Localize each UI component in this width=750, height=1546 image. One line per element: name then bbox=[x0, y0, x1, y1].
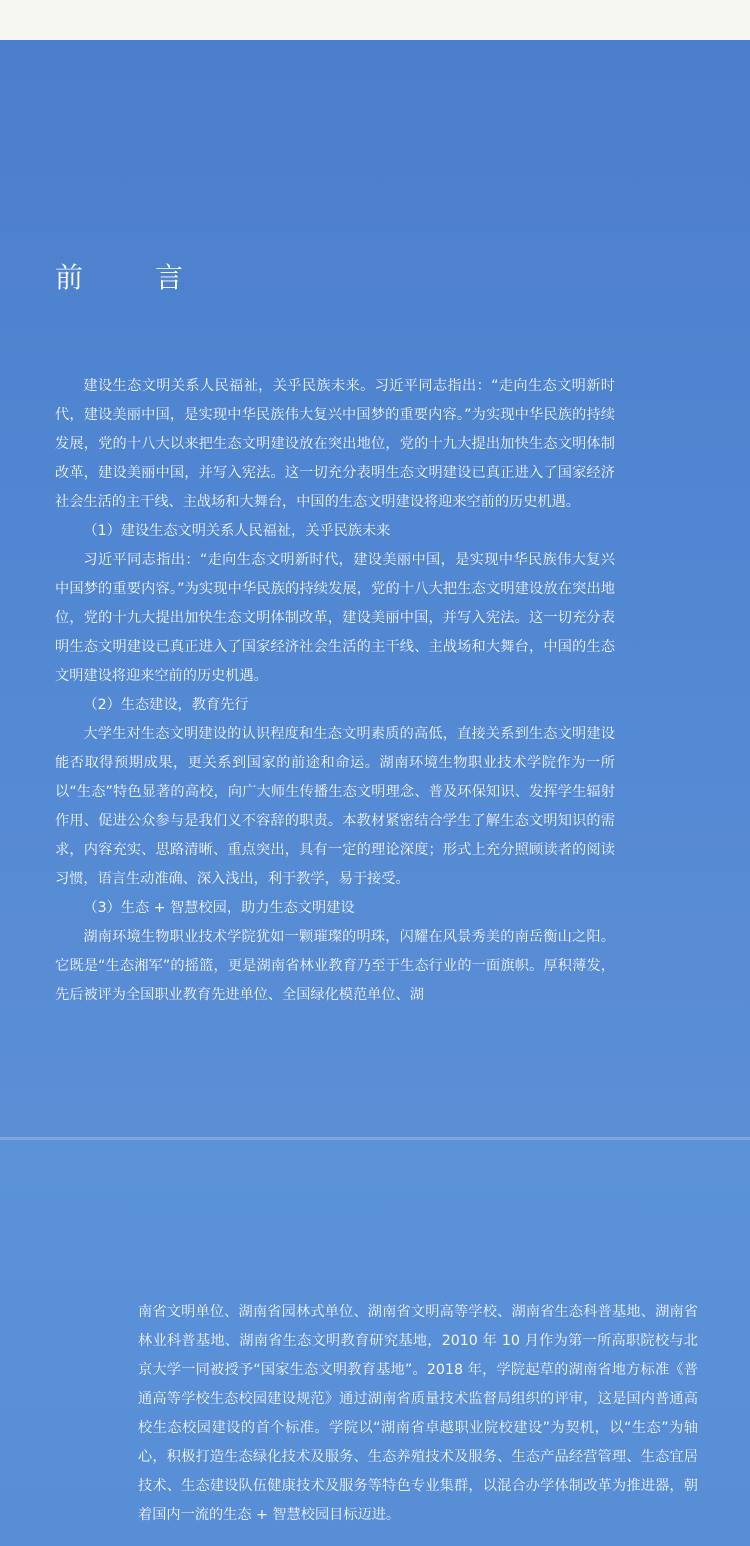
section-heading-1: （1）建设生态文明关系人民福祉，关乎民族未来 bbox=[83, 523, 391, 539]
paragraph-section-2: 大学生对生态文明建设的认识程度和生态文明素质的高低，直接关系到生态文明建设能否取得预期成果，更关系到国家的前途和命运。湖南环境生物职业技术学院作为一所以“生态”特色显著的高校，向广大师生传播生态文明理念、普及环保知识、发挥学生辐射作用、促进公众参与是我们义不容辞的职责。本教材紧密结合学生了解生态文明知识的需求，内容充实、思路清晰、重点突出，具有一定的理论深度；形式上充分照顾读者的阅读习惯，语言生动准确、深入浅出，利于教学，易于接受。 bbox=[55, 726, 615, 887]
page-title: 前 言 bbox=[55, 261, 206, 294]
preface-body-upper bbox=[55, 372, 615, 1010]
section-heading-3: （3）生态 + 智慧校园，助力生态文明建设 bbox=[83, 900, 355, 916]
paragraph-section-3-continued: 南省文明单位、湖南省园林式单位、湖南省文明高等学校、湖南省生态科普基地、湖南省林业科普基地、湖南省生态文明教育研究基地，2010 年 10 月作为第一所高职院校与北京大学一同被授予“国家生态文明教育基地”。2018 年，学院起草的湖南省地方标准《普通高等学校生态校园建设规范》通过湖南省质量技术监督局组织的评审，这是国内普通高校生态校园建设的首个标准。学院以“湖南省卓越职业院校建设”为契机，以“生态”为轴心，积极打造生态绿化技术及服务、生态养殖技术及服务、生态产品经营管理、生态宜居技术、生态建设队伍健康技术及服务等特色专业集群，以混合办学体制改革为推进器，朝着国内一流的生态 + 智慧校园目标迈进。 bbox=[138, 1304, 698, 1523]
paragraph-intro: 建设生态文明关系人民福祉，关乎民族未来。习近平同志指出：“走向生态文明新时代，建设美丽中国，是实现中华民族伟大复兴中国梦的重要内容。”为实现中华民族的持续发展，党的十八大以来把生态文明建设放在突出地位，党的十九大提出加快生态文明体制改革，建设美丽中国，并写入宪法。这一切充分表明生态文明建设已真正进入了国家经济社会生活的主干线、主战场和大舞台，中国的生态文明建设将迎来空前的历史机遇。 bbox=[55, 378, 615, 510]
scan-top-margin bbox=[0, 0, 750, 40]
section-heading-2: （2）生态建设，教育先行 bbox=[83, 697, 249, 713]
preface-body-lower bbox=[138, 1298, 698, 1530]
paragraph-section-1: 习近平同志指出：“走向生态文明新时代，建设美丽中国，是实现中华民族伟大复兴中国梦的重要内容。”为实现中华民族的持续发展，党的十八大把生态文明建设放在突出地位，党的十九大提出加快生态文明体制改革，建设美丽中国，并写入宪法。这一切充分表明生态文明建设已真正进入了国家经济社会生活的主干线、主战场和大舞台，中国的生态文明建设将迎来空前的历史机遇。 bbox=[55, 552, 615, 684]
paragraph-section-3: 湖南环境生物职业技术学院犹如一颗璀璨的明珠，闪耀在风景秀美的南岳衡山之阳。它既是“生态湘军”的摇篮，更是湖南省林业教育乃至于生态行业的一面旗帜。厚积薄发，先后被评为全国职业教育先进单位、全国绿化模范单位、湖 bbox=[55, 929, 615, 1003]
